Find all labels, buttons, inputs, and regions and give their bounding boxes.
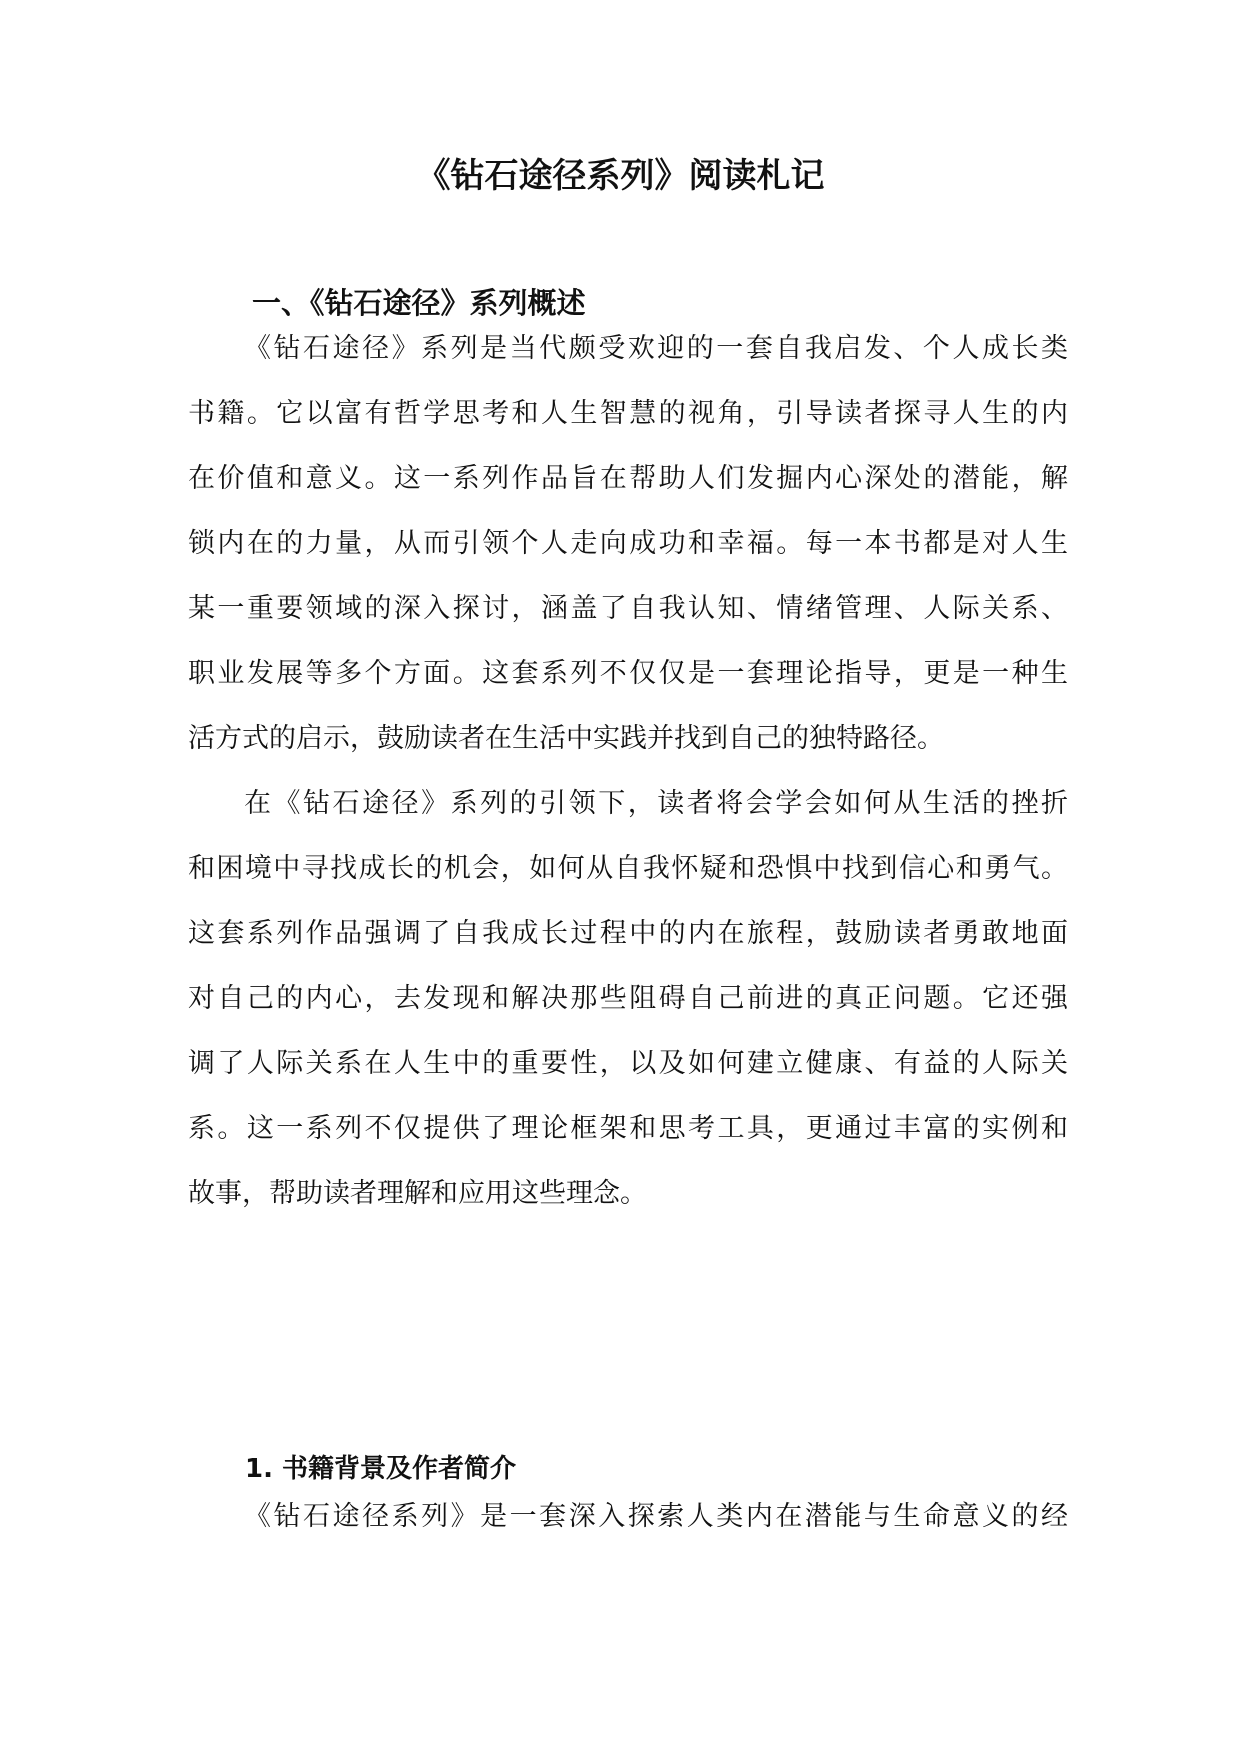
text-line: 在《钻石途径》系列的引领下，读者将会学会如何从生活的挫折 — [244, 788, 1068, 819]
text-line: 活方式的启示，鼓励读者在生活中实践并找到自己的独特路径。 — [188, 723, 944, 754]
text-line: 对自己的内心，去发现和解决那些阻碍自己前进的真正问题。它还强 — [188, 983, 1068, 1014]
text-line: 调了人际关系在人生中的重要性，以及如何建立健康、有益的人际关 — [188, 1048, 1068, 1079]
text-line: 这套系列作品强调了自我成长过程中的内在旅程，鼓励读者勇敢地面 — [188, 918, 1068, 949]
text-line: 系。这一系列不仅提供了理论框架和思考工具，更通过丰富的实例和 — [188, 1113, 1068, 1144]
text-line: 《钻石途径系列》是一套深入探索人类内在潜能与生命意义的经 — [244, 1501, 1068, 1532]
text-line: 某一重要领域的深入探讨，涵盖了自我认知、情绪管理、人际关系、 — [188, 593, 1068, 624]
text-line: 《钻石途径》系列是当代颇受欢迎的一套自我启发、个人成长类 — [244, 333, 1068, 364]
text-line: 书籍。它以富有哲学思考和人生智慧的视角，引导读者探寻人生的内 — [188, 398, 1068, 429]
text-line: 在价值和意义。这一系列作品旨在帮助人们发掘内心深处的潜能，解 — [188, 463, 1068, 494]
section-heading-overview: 一、《钻石途径》系列概述 — [252, 286, 586, 320]
text-line: 职业发展等多个方面。这套系列不仅仅是一套理论指导，更是一种生 — [188, 658, 1068, 689]
document-title: 《钻石途径系列》阅读札记 — [416, 156, 825, 196]
text-line: 和困境中寻找成长的机会，如何从自我怀疑和恐惧中找到信心和勇气。 — [188, 853, 1068, 884]
subsection-heading-background: 1. 书籍背景及作者简介 — [245, 1454, 517, 1484]
text-line: 锁内在的力量，从而引领个人走向成功和幸福。每一本书都是对人生 — [188, 528, 1068, 559]
text-line: 故事，帮助读者理解和应用这些理念。 — [188, 1178, 647, 1209]
